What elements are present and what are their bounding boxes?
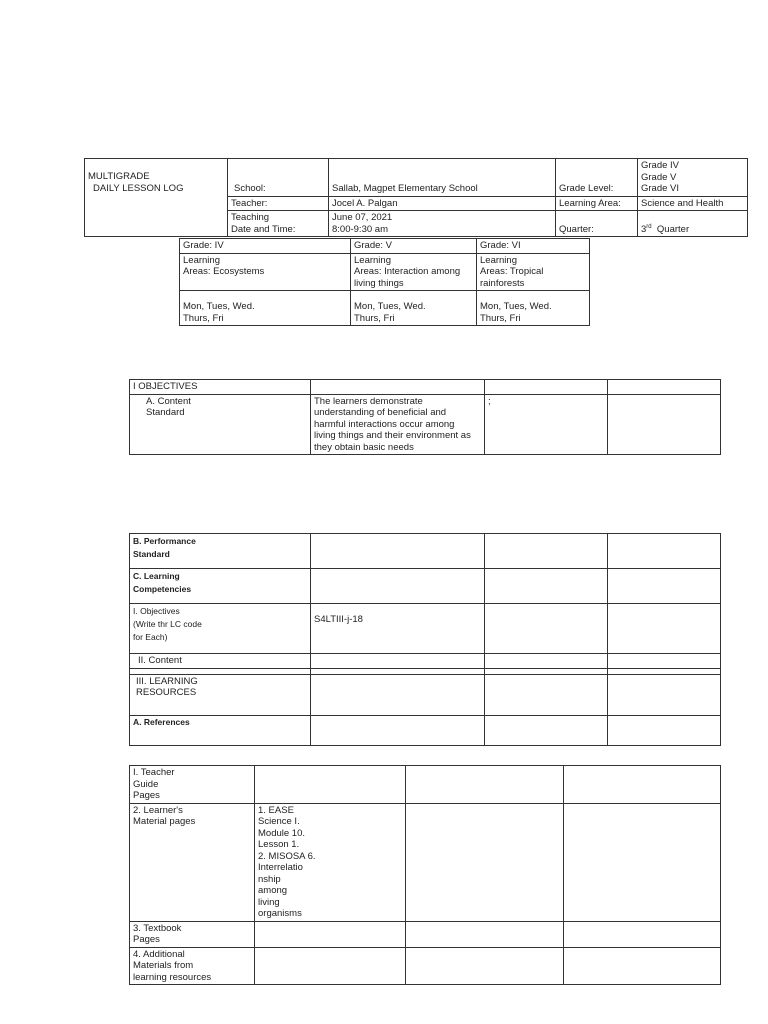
content-standard-label: A. Content Standard: [130, 394, 311, 455]
objectives-col2: [311, 380, 485, 395]
objectives-col3b: [485, 604, 608, 654]
teacher-guide-value: [255, 766, 406, 804]
quarter-value: [638, 211, 748, 237]
performance-col4: [608, 534, 721, 569]
grade-6-days: Mon, Tues, Wed. Thurs, Fri: [477, 291, 590, 326]
teacher-label: Teacher:: [228, 196, 329, 211]
school-value: Sallab, Magpet Elementary School: [329, 159, 556, 197]
content-standard-col4: [608, 394, 721, 455]
quarter-num: 3: [641, 223, 647, 235]
objectives-col4: [608, 380, 721, 395]
learning-competencies-label: C. Learning Competencies: [130, 569, 311, 604]
objectives-col4b: [608, 604, 721, 654]
quarter-word: Quarter: [656, 223, 690, 235]
learners-material-col4: [564, 803, 721, 921]
objectives-label: I. Objectives (Write thr LC code for Each): [130, 604, 311, 654]
objectives-code: S4LTIII-j-18: [311, 604, 485, 654]
date-value: [329, 211, 556, 237]
learning-area-label: Learning Area:: [556, 196, 638, 211]
references-col4: [608, 715, 721, 745]
grade-5-header: Grade: V: [351, 239, 477, 254]
grade-5-area: Learning Areas: Interaction among living things: [351, 253, 477, 291]
objectives-col3: [485, 380, 608, 395]
grades-table: [179, 238, 590, 326]
grade-levels: [638, 159, 748, 197]
references-col2: [311, 715, 485, 745]
additional-materials-value: [255, 947, 406, 985]
grade-level-5: Grade V: [641, 171, 677, 183]
objectives-heading: I OBJECTIVES: [130, 380, 311, 395]
grade-level-4: Grade IV: [641, 160, 680, 171]
learners-material-label: 2. Learner's Material pages: [130, 803, 255, 921]
performance-standard-label: B. Performance Standard: [130, 534, 311, 569]
date-label-line2: Date and Time:: [231, 223, 296, 235]
teacher-guide-label: I. Teacher Guide Pages: [130, 766, 255, 804]
resources-col4: [608, 674, 721, 715]
resources-table: [129, 765, 721, 985]
quarter-sup: rd: [646, 223, 652, 230]
additional-materials-label: 4. Additional Materials from learning resources: [130, 947, 255, 985]
date-label-line1: Teaching: [231, 212, 270, 223]
textbook-col4: [564, 921, 721, 947]
grade-level-label: Grade Level:: [556, 159, 638, 197]
content-standard-value: The learners demonstrate understanding of beneficial and harmful interactions occur among living things and their environment as they obtain basic needs: [311, 394, 485, 455]
objectives-table: [129, 379, 721, 455]
learners-material-col3: [406, 803, 564, 921]
grade-6-header: Grade: VI: [477, 239, 590, 254]
references-col3: [485, 715, 608, 745]
grade-level-6: Grade VI: [641, 183, 680, 194]
content-label: II. Content: [130, 654, 311, 669]
date-value-line1: June 07, 2021: [332, 212, 393, 223]
competencies-col4: [608, 569, 721, 604]
additional-materials-col3: [406, 947, 564, 985]
log-title: [85, 159, 228, 237]
content-standard-col3: ;: [485, 394, 608, 455]
quarter-label: Quarter:: [556, 211, 638, 237]
content-col4: [608, 654, 721, 669]
teacher-value: Jocel A. Palgan: [329, 196, 556, 211]
lesson-log-header: [84, 158, 748, 237]
performance-col3: [485, 534, 608, 569]
date-value-line2: 8:00-9:30 am: [332, 223, 388, 235]
school-label: School:: [228, 159, 329, 197]
date-label: [228, 211, 329, 237]
grade-5-days: Mon, Tues, Wed. Thurs, Fri: [351, 291, 477, 326]
competencies-col2: [311, 569, 485, 604]
grade-4-header: Grade: IV: [180, 239, 351, 254]
textbook-value: [255, 921, 406, 947]
standards-table: [129, 533, 721, 746]
additional-materials-col4: [564, 947, 721, 985]
content-col3: [485, 654, 608, 669]
performance-col2: [311, 534, 485, 569]
resources-col3: [485, 674, 608, 715]
resources-col2: [311, 674, 485, 715]
log-title-line1: MULTIGRADE: [88, 171, 150, 182]
grade-6-area: Learning Areas: Tropical rainforests: [477, 253, 590, 291]
grade-4-days: Mon, Tues, Wed. Thurs, Fri: [180, 291, 351, 326]
references-label: A. References: [130, 715, 311, 745]
teacher-guide-col4: [564, 766, 721, 804]
learners-material-value: 1. EASE Science I. Module 10. Lesson 1. 2. MISOSA 6. Interrelatio nship among living organisms: [255, 803, 406, 921]
log-title-line2: DAILY LESSON LOG: [93, 182, 184, 194]
teacher-guide-col3: [406, 766, 564, 804]
grade-4-area: Learning Areas: Ecosystems: [180, 253, 351, 291]
learning-area-value: Science and Health: [638, 196, 748, 211]
textbook-col3: [406, 921, 564, 947]
learning-resources-label: III. LEARNING RESOURCES: [130, 674, 311, 715]
competencies-col3: [485, 569, 608, 604]
textbook-label: 3. Textbook Pages: [130, 921, 255, 947]
content-col2: [311, 654, 485, 669]
